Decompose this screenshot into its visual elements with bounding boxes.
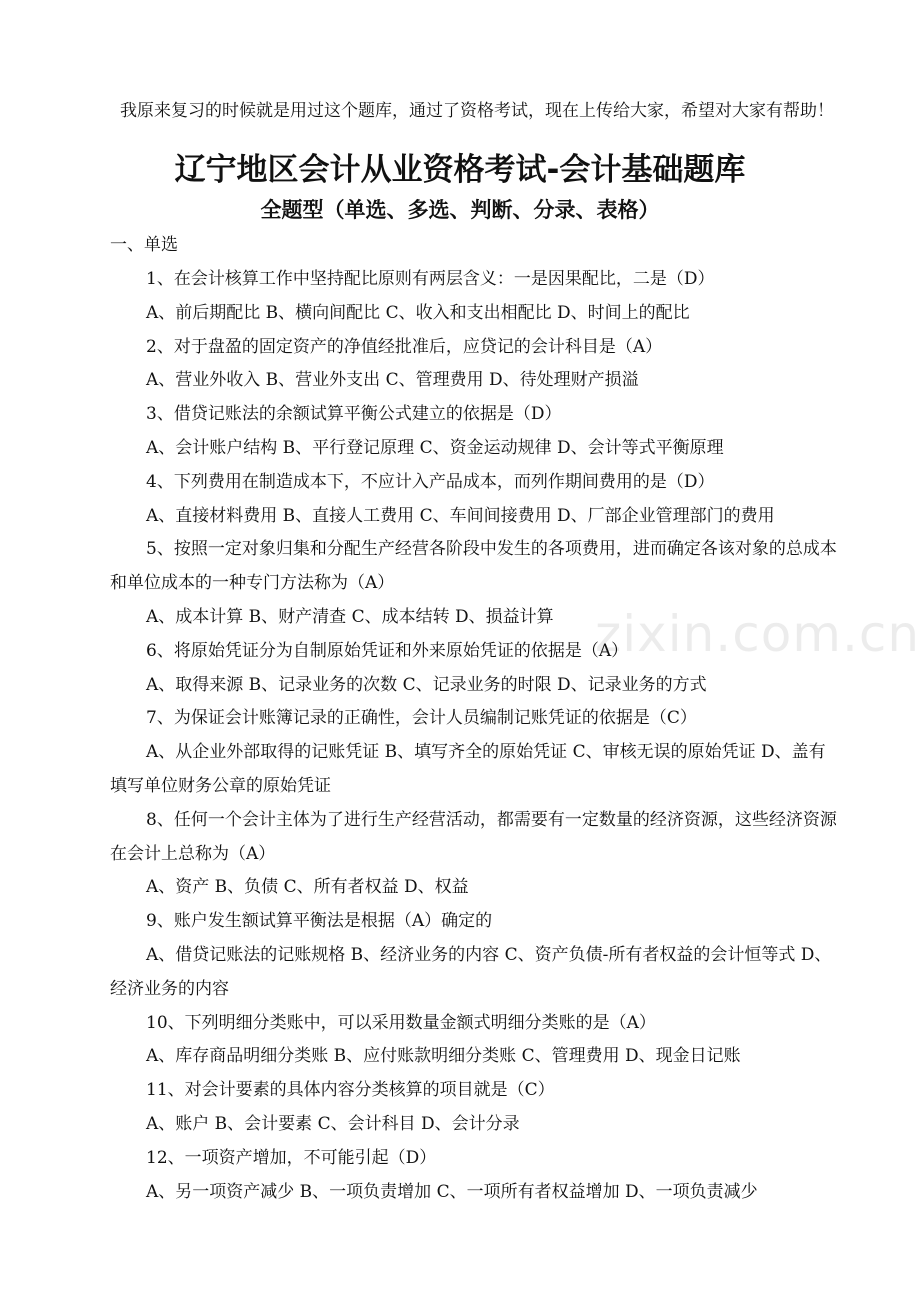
options: A、会计账户结构 B、平行登记原理 C、资金运动规律 D、会计等式平衡原理 xyxy=(146,437,724,458)
question: 10、下列明细分类账中，可以采用数量金额式明细分类账的是（A） xyxy=(146,1012,656,1033)
options: A、库存商品明细分类账 B、应付账款明细分类账 C、管理费用 D、现金日记账 xyxy=(146,1046,741,1067)
document-subtitle: 全题型（单选、多选、判断、分录、表格） xyxy=(260,198,660,222)
options: A、前后期配比 B、横向间配比 C、收入和支出相配比 D、时间上的配比 xyxy=(146,302,690,323)
question: 6、将原始凭证分为自制原始凭证和外来原始凭证的依据是（A） xyxy=(146,640,629,661)
question: 4、下列费用在制造成本下，不应计入产品成本，而列作期间费用的是（D） xyxy=(146,471,715,492)
options: A、营业外收入 B、营业外支出 C、管理费用 D、待处理财产损溢 xyxy=(146,370,639,391)
options: A、账户 B、会计要素 C、会计科目 D、会计分录 xyxy=(146,1113,520,1134)
question: 8、任何一个会计主体为了进行生产经营活动，都需要有一定数量的经济资源，这些经济资源在会计上总称为（A） xyxy=(110,809,837,864)
document-title: 辽宁地区会计从业资格考试-会计基础题库 xyxy=(174,152,746,188)
question: 9、账户发生额试算平衡法是根据（A）确定的 xyxy=(146,911,493,932)
section-heading: 一、单选 xyxy=(110,235,178,255)
options: A、借贷记账法的记账规格 B、经济业务的内容 C、资产负债-所有者权益的会计恒等式 D、经济业务的内容 xyxy=(110,944,832,999)
options: A、另一项资产减少 B、一项负责增加 C、一项所有者权益增加 D、一项负责减少 xyxy=(146,1181,758,1202)
question: 5、按照一定对象归集和分配生产经营各阶段中发生的各项费用，进而确定各该对象的总成本和单位成本的一种专门方法称为（A） xyxy=(110,539,837,594)
question-list xyxy=(110,263,840,1209)
question: 2、对于盘盈的固定资产的净值经批准后，应贷记的会计科目是（A） xyxy=(146,336,663,357)
question: 1、在会计核算工作中坚持配比原则有两层含义：一是因果配比，二是（D） xyxy=(146,269,715,289)
intro-note: 我原来复习的时候就是用过这个题库，通过了资格考试，现在上传给大家，希望对大家有帮助！ xyxy=(120,101,834,121)
options: A、从企业外部取得的记账凭证 B、填写齐全的原始凭证 C、审核无误的原始凭证 D、盖有填写单位财务公章的原始凭证 xyxy=(110,742,826,796)
question: 7、为保证会计账簿记录的正确性，会计人员编制记账凭证的依据是（C） xyxy=(146,708,697,729)
question: 11、对会计要素的具体内容分类核算的项目就是（C） xyxy=(146,1080,555,1101)
options: A、直接材料费用 B、直接人工费用 C、车间间接费用 D、厂部企业管理部门的费用 xyxy=(146,505,775,526)
options: A、资产 B、负债 C、所有者权益 D、权益 xyxy=(146,877,469,898)
question: 3、借贷记账法的余额试算平衡公式建立的依据是（D） xyxy=(146,404,562,425)
watermark: zixin.com.cn xyxy=(595,605,920,663)
question: 12、一项资产增加，不可能引起（D） xyxy=(146,1147,437,1168)
options: A、成本计算 B、财产清查 C、成本结转 D、损益计算 xyxy=(146,606,554,627)
options: A、取得来源 B、记录业务的次数 C、记录业务的时限 D、记录业务的方式 xyxy=(146,674,707,695)
